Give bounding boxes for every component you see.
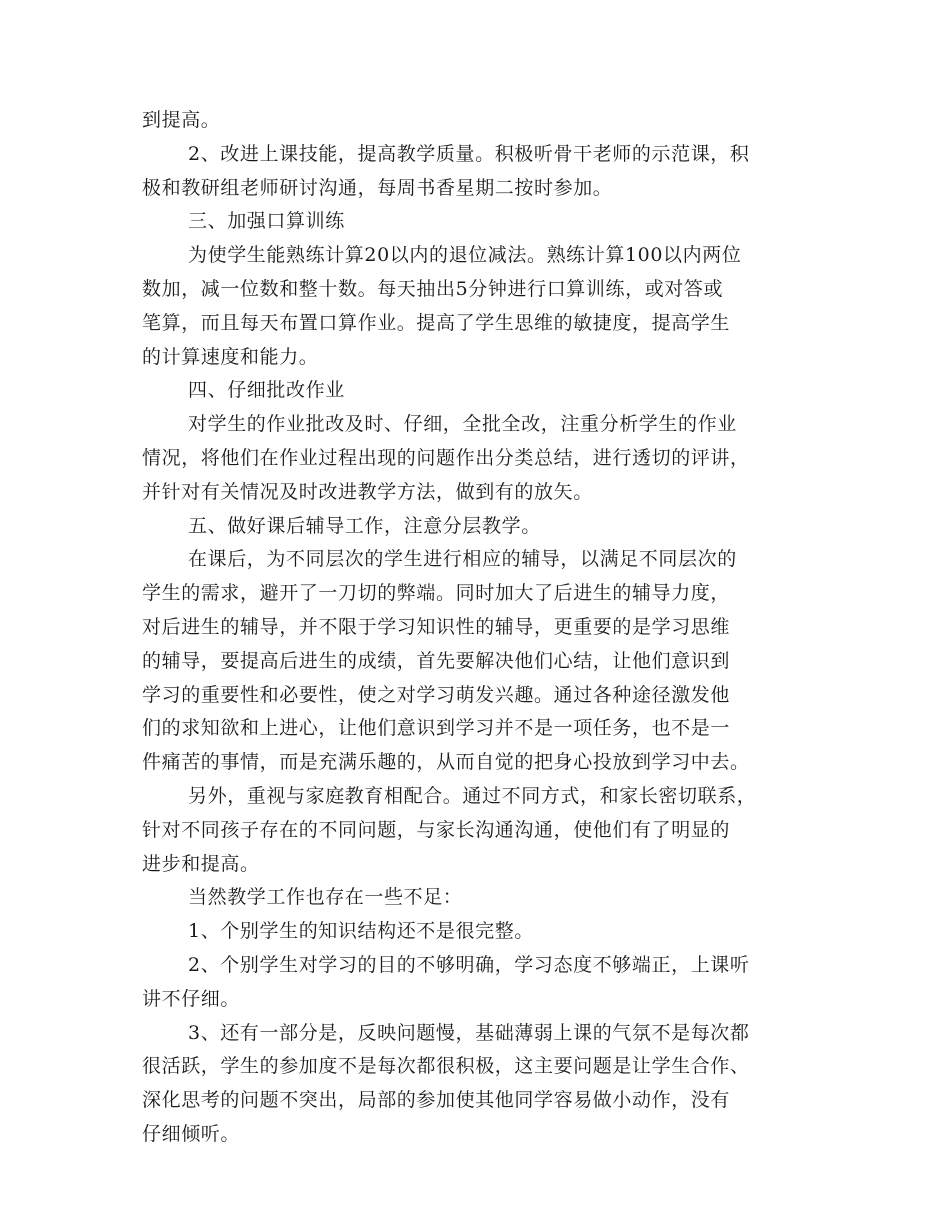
text-line: 的计算速度和能力。 (142, 345, 319, 368)
text-line: 学生的需求，避开了一刀切的弊端。同时加大了后进生的辅导力度， (142, 582, 731, 605)
text-line: 仔细倾听。 (142, 1122, 241, 1145)
text-line: 针对不同孩子存在的不同问题，与家长沟通沟通，使他们有了明显的 (142, 818, 731, 841)
text-line: 当然教学工作也存在一些不足： (188, 886, 463, 909)
text-line: 另外，重视与家庭教育相配合。通过不同方式，和家长密切联系， (188, 784, 757, 807)
document-body (142, 104, 814, 1152)
text-line: 五、做好课后辅导工作，注意分层教学。 (188, 514, 541, 537)
text-line: 到提高。 (142, 109, 221, 131)
text-line: 的辅导，要提高后进生的成绩，首先要解决他们心结，让他们意识到 (142, 649, 731, 672)
text-line: 并针对有关情况及时改进教学方法，做到有的放矢。 (142, 480, 593, 503)
text-line: 极和教研组老师研讨沟通，每周书香星期二按时参加。 (142, 176, 613, 199)
text-line: 为使学生能熟练计算20以内的退位减法。熟练计算100以内两位 (188, 244, 742, 267)
text-line: 们的求知欲和上进心，让他们意识到学习并不是一项任务，也不是一 (142, 717, 731, 740)
text-line: 1、个别学生的知识结构还不是很完整。 (188, 920, 534, 943)
text-line: 讲不仔细。 (142, 987, 241, 1010)
text-line: 3、还有一部分是，反映问题慢，基础薄弱上课的气氛不是每次都 (188, 1021, 750, 1044)
text-line: 2、改进上课技能，提高教学质量。积极听骨干老师的示范课，积 (188, 142, 750, 165)
text-line: 三、加强口算训练 (188, 210, 345, 233)
text-line: 学习的重要性和必要性，使之对学习萌发兴趣。通过各种途径激发他 (142, 683, 731, 706)
text-line: 对后进生的辅导，并不限于学习知识性的辅导，更重要的是学习思维 (142, 615, 731, 638)
text-line: 很活跃，学生的参加度不是每次都很积极，这主要问题是让学生合作、 (142, 1055, 750, 1078)
text-line: 四、仔细批改作业 (188, 379, 345, 402)
text-line: 对学生的作业批改及时、仔细，全批全改，注重分析学生的作业 (188, 413, 737, 436)
text-line: 进步和提高。 (142, 852, 260, 875)
text-line: 笔算，而且每天布置口算作业。提高了学生思维的敏捷度，提高学生 (142, 311, 731, 334)
text-line: 件痛苦的事情，而是充满乐趣的，从而自觉的把身心投放到学习中去。 (142, 751, 750, 774)
text-line: 深化思考的问题不突出，局部的参加使其他同学容易做小动作，没有 (142, 1089, 731, 1112)
text-line: 在课后，为不同层次的学生进行相应的辅导，以满足不同层次的 (188, 548, 737, 571)
text-line: 数加，减一位数和整十数。每天抽出5分钟进行口算训练，或对答或 (142, 277, 724, 300)
text-line: 2、个别学生对学习的目的不够明确，学习态度不够端正，上课听 (188, 953, 750, 976)
text-line: 情况，将他们在作业过程出现的问题作出分类总结，进行透切的评讲， (142, 446, 750, 469)
